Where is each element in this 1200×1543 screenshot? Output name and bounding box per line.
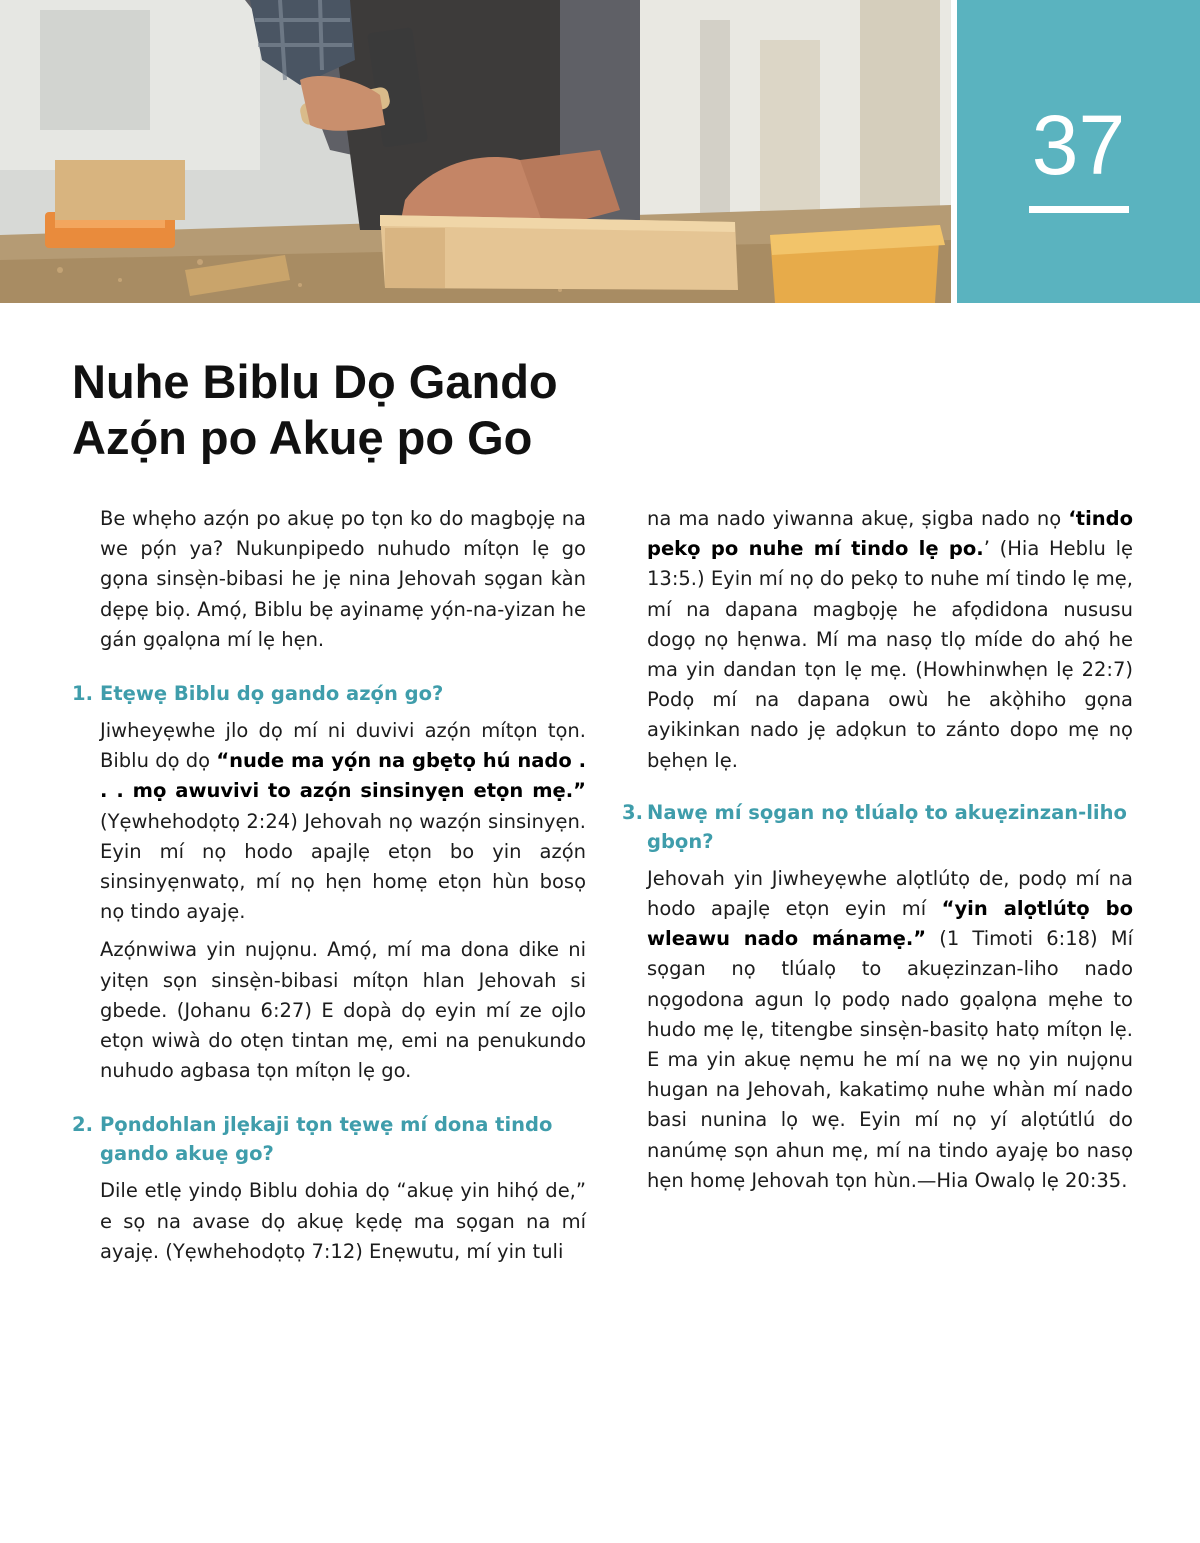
lesson-number: 37	[1031, 98, 1126, 192]
lesson-number-box	[957, 0, 1200, 303]
left-column	[72, 504, 586, 1275]
intro-paragraph: Be whẹho azọ́n po akuẹ po tọn ko do magbọjẹ na we pọ́n ya? Nukunpipedo nuhudo mítọn lẹ go gọna sinsẹ̀n-bibasi he jẹ nina Jehovah sọgan kàn dẹpẹ biọ. Amọ́, Biblu bẹ ayinamẹ yọ́n-na-yizan he gán gọalọna mí lẹ hẹn.	[100, 507, 586, 651]
right-column	[622, 504, 1133, 1204]
section-3-p1-quote: “yin alọtlútọ bo wleawu nado mánamẹ.”	[647, 897, 1134, 951]
section-2-p1-part-b: na ma nado yiwanna akuẹ, ṣigba nado nọ	[647, 507, 1069, 530]
question-2	[72, 1110, 586, 1168]
header-photo	[0, 0, 951, 303]
question-2-number: 2.	[72, 1113, 93, 1137]
lesson-number-underline	[1029, 206, 1129, 213]
page-title-line-1: Nuhe Biblu Dọ Gando	[72, 355, 558, 408]
section-3-p1-text-b: (1 Timoti 6:18) Mí sọgan nọ tlúalọ to akuẹzinzan-liho nado nọgodona agun lọ podọ nado gọalọna mẹhe to hudo mẹ lẹ, titengbe sinsẹ̀n-basitọ hatọ mítọn lẹ. E ma yin akuẹ nẹmu he mí na wẹ nọ yin nujọnu hugan na Jehovah, kakatimọ nuhe whàn mí nado basi nunina lọ wẹ. Eyin mí nọ yí alọtútlú do nanúmẹ sọn ahun mẹ, mí na tindo ayajẹ bo nasọ hẹn homẹ Jehovah tọn hùn.—Hia Owalọ lẹ 20:35.	[647, 927, 1133, 1192]
question-1	[72, 679, 586, 708]
section-1-p1-quote: “nude ma yọ́n na gbẹtọ hú nado . . . mọ awuvivi to azọ́n sinsinyẹn etọn mẹ.”	[100, 749, 586, 803]
page-title-line-2: Azọ́n po Akuẹ po Go	[72, 411, 533, 464]
question-3-text: Nawẹ mí sọgan nọ tlúalọ to akuẹzinzan-liho gbọn?	[647, 800, 1127, 853]
question-2-text: Pọndohlan jlẹkaji tọn tẹwẹ mí dona tindo gando akuẹ go?	[100, 1113, 553, 1166]
section-2-paragraph-1-cont	[647, 504, 1133, 776]
section-3-p1-text-a: Jehovah yin Jiwheyẹwhe alọtlútọ de, podọ mí na hodo apajlẹ etọn eyin mí	[647, 866, 1133, 921]
section-2-paragraph-1-start	[100, 1176, 586, 1267]
carpenter-illustration	[0, 0, 951, 303]
section-2-p1-text-c: ’ (Hia Heblu lẹ 13:5.) Eyin mí nọ do pekọ to nuhe mí tindo lẹ mẹ, mí na dapana magbọjẹ he afọdidona nususu dogọ nọ hẹnwa. Mí ma nasọ tlọ míde do ahọ́ he ma yin dandan tọn lẹ mẹ. (Howhinwhẹn lẹ 22:7) Podọ mí na dapana owù he akọ̀hiho gọna ayikinkan nado jẹ adọkun to zánto dopo mẹ nọ bẹhẹn lẹ.	[647, 537, 1133, 772]
section-2-p1-part-a: Dile etlẹ yindọ Biblu dohia dọ “akuẹ yin hihọ́ de,” e sọ na avase dọ akuẹ kẹdẹ ma sọgan na mí ayajẹ. (Yẹwhehodọtọ 7:12) Enẹwutu, mí yin tuli	[100, 1179, 586, 1263]
question-3-number: 3.	[622, 800, 643, 824]
section-2-p1-quote: ‘tindo pekọ po nuhe mí tindo lẹ po.	[647, 507, 1133, 561]
section-1-paragraph-1	[100, 716, 586, 927]
page-title	[72, 354, 632, 466]
question-1-number: 1.	[72, 682, 93, 706]
section-1-p1-text-a: Jiwheyẹwhe jlo dọ mí ni duvivi azọ́n mítọn tọn. Biblu dọ dọ	[100, 719, 586, 773]
question-3	[622, 798, 1133, 856]
section-1-p1-text-b: (Yẹwhehodọtọ 2:24) Jehovah nọ wazọ́n sinsinyẹn. Eyin mí nọ hodo apajlẹ etọn bo yin azọ́n sinsinyẹnwatọ, mí nọ hẹn homẹ etọn hùn bosọ nọ tindo ayajẹ.	[100, 809, 586, 924]
section-3-paragraph-1	[647, 864, 1133, 1196]
question-1-text: Etẹwẹ Biblu dọ gando azọ́n go?	[100, 682, 444, 706]
section-1-paragraph-2: Azọ́nwiwa yin nujọnu. Amọ́, mí ma dona dike ni yitẹn sọn sinsẹ̀n-bibasi mítọn hlan Jehovah si gbede. (Johanu 6:27) E dopà dọ eyin mí ze ojlo etọn wiwà do otẹn tintan mẹ, emi na penukundo nuhudo agbasa tọn mítọn lẹ go.	[100, 938, 586, 1083]
